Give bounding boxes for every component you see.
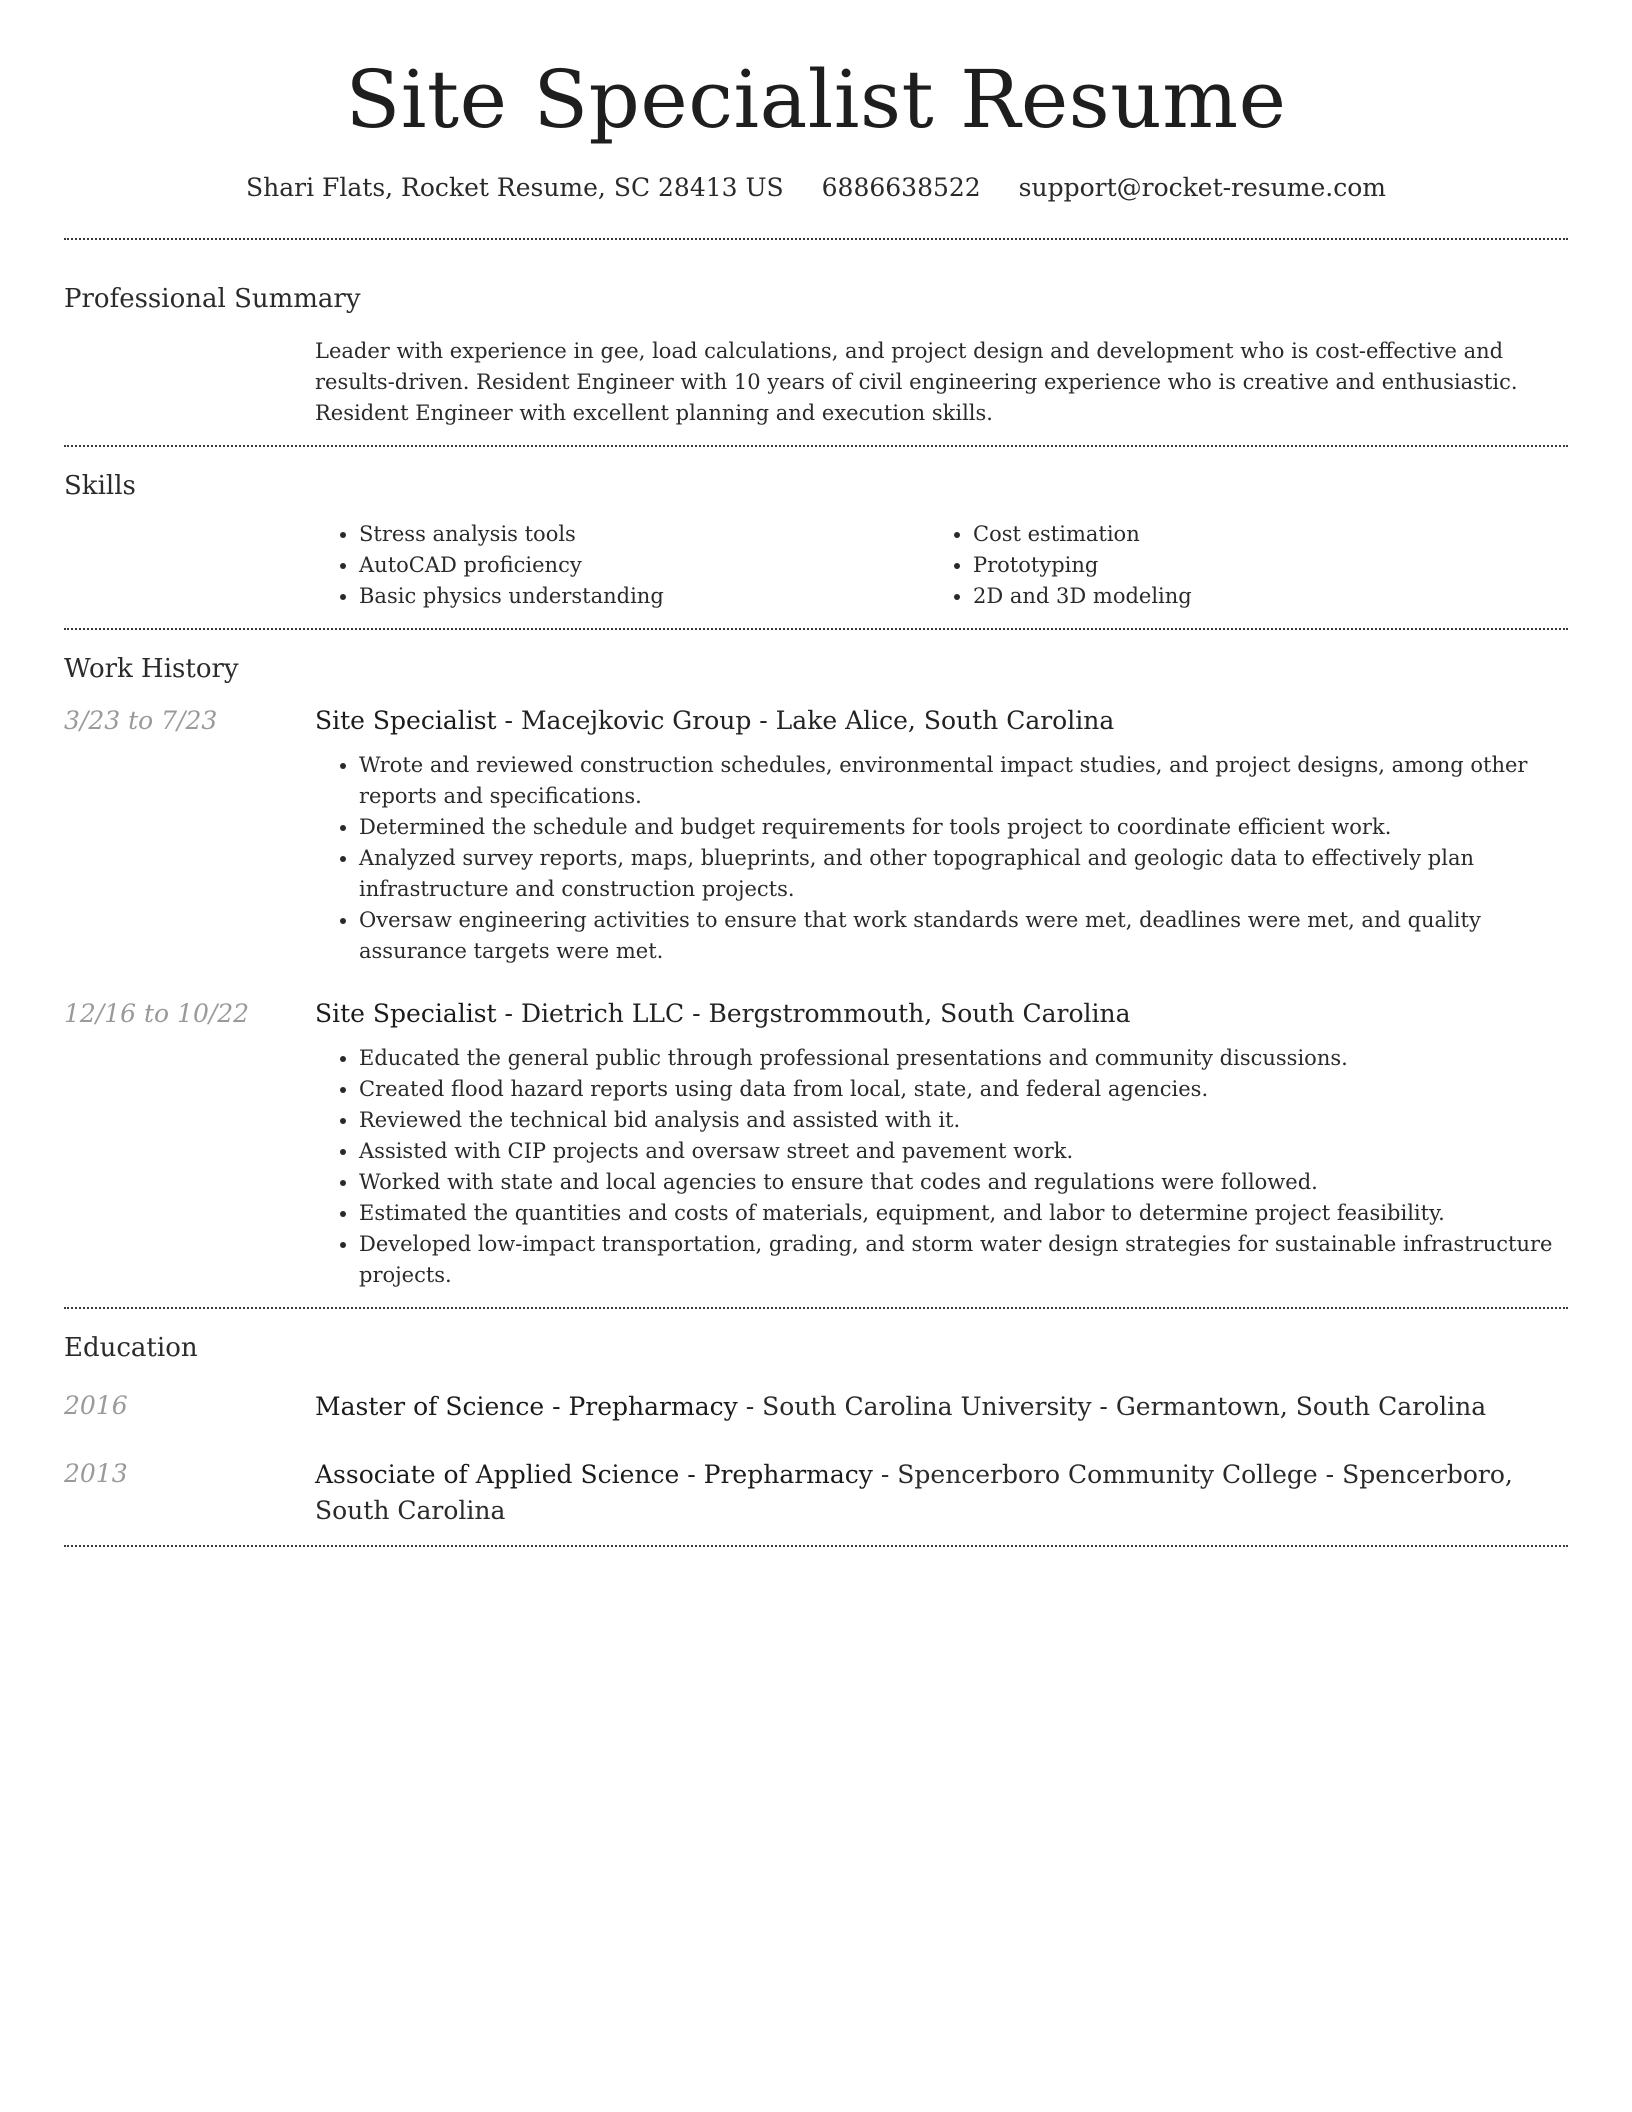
- contact-email: support@rocket-resume.com: [1018, 173, 1386, 202]
- section-title-education: Education: [64, 1333, 198, 1363]
- skill-item: • Basic physics understanding: [359, 581, 929, 612]
- contact-address: Shari Flats, Rocket Resume, SC 28413 US: [246, 173, 784, 202]
- job-bullet: • Wrote and reviewed construction schedules, environmental impact studies, and project designs, among other reports and specifications.: [359, 750, 1568, 812]
- summary-text: Leader with experience in gee, load calculations, and project design and development who is cost-effective and results-driven. Resident Engineer with 10 years of civil engineering experience who is creative and enthusiastic. Resident Engineer with excellent planning and execution skills.: [315, 339, 1518, 425]
- education-school-location: - South Carolina University - Germantown, South Carolina: [737, 1392, 1487, 1421]
- job-bullet: • Created flood hazard reports using data from local, state, and federal agencies.: [359, 1074, 1568, 1105]
- contact-phone: 6886638522: [821, 173, 981, 202]
- section-title-work: Work History: [64, 654, 239, 684]
- job-bullet: • Assisted with CIP projects and oversaw street and pavement work.: [359, 1136, 1568, 1167]
- page-title: Site Specialist Resume: [345, 53, 1287, 146]
- summary-section: [64, 240, 1568, 445]
- job-bullet: • Oversaw engineering activities to ensure that work standards were met, deadlines were met, and quality assurance targets were met.: [359, 905, 1568, 967]
- contact-line: [64, 172, 1568, 204]
- job-bullet: • Reviewed the technical bid analysis and assisted with it.: [359, 1105, 1568, 1136]
- education-details: [315, 1457, 1568, 1529]
- job-bullet: • Worked with state and local agencies to ensure that codes and regulations were followed.: [359, 1167, 1568, 1198]
- skill-item: • 2D and 3D modeling: [973, 581, 1543, 612]
- job-details: [315, 997, 1568, 1291]
- job-dates: 12/16 to 10/22: [64, 999, 250, 1028]
- job-title: Site Specialist: [315, 999, 497, 1028]
- job-bullet: • Determined the schedule and budget requirements for tools project to coordinate efficient work.: [359, 812, 1568, 843]
- skills-column-left: [315, 519, 929, 612]
- job-entry: [64, 704, 1568, 967]
- education-school-location: - Spencerboro Community College - Spencerboro, South Carolina: [315, 1460, 1513, 1525]
- skills-list: [315, 519, 1568, 612]
- education-year: 2013: [64, 1459, 128, 1488]
- job-company-location: - Macejkovic Group - Lake Alice, South Carolina: [496, 706, 1115, 735]
- education-degree: Master of Science - Prepharmacy: [315, 1392, 738, 1421]
- resume-header: [64, 0, 1568, 204]
- education-degree: Associate of Applied Science - Prepharmacy: [315, 1460, 873, 1489]
- skill-item: • Cost estimation: [973, 519, 1543, 550]
- job-heading: [315, 704, 1568, 738]
- education-entry: [64, 1389, 1568, 1425]
- job-company-location: - Dietrich LLC - Bergstrommouth, South Carolina: [496, 999, 1131, 1028]
- job-bullet: • Estimated the quantities and costs of materials, equipment, and labor to determine project feasibility.: [359, 1198, 1568, 1229]
- job-entry: [64, 997, 1568, 1291]
- divider: [64, 1545, 1568, 1547]
- education-entry: [64, 1457, 1568, 1529]
- skill-item: • Stress analysis tools: [359, 519, 929, 550]
- job-bullet: • Developed low-impact transportation, grading, and storm water design strategies for sustainable infrastructure projects.: [359, 1229, 1568, 1291]
- skill-item: • AutoCAD proficiency: [359, 550, 929, 581]
- section-title-summary: Professional Summary: [64, 284, 361, 314]
- skills-column-right: [929, 519, 1543, 612]
- skill-item: • Prototyping: [973, 550, 1543, 581]
- job-heading: [315, 997, 1568, 1031]
- education-section: [64, 1309, 1568, 1545]
- skills-section: [64, 447, 1568, 628]
- work-section: [64, 630, 1568, 1307]
- job-dates: 3/23 to 7/23: [64, 706, 218, 735]
- job-bullet: • Educated the general public through professional presentations and community discussions.: [359, 1043, 1568, 1074]
- job-details: [315, 704, 1568, 967]
- education-year: 2016: [64, 1391, 128, 1420]
- job-bullet: • Analyzed survey reports, maps, blueprints, and other topographical and geologic data to effectively plan infrastructure and construction projects.: [359, 843, 1568, 905]
- job-bullets: [315, 750, 1568, 967]
- education-details: [315, 1389, 1568, 1425]
- section-title-skills: Skills: [64, 471, 136, 501]
- job-title: Site Specialist: [315, 706, 497, 735]
- job-bullets: [315, 1043, 1568, 1291]
